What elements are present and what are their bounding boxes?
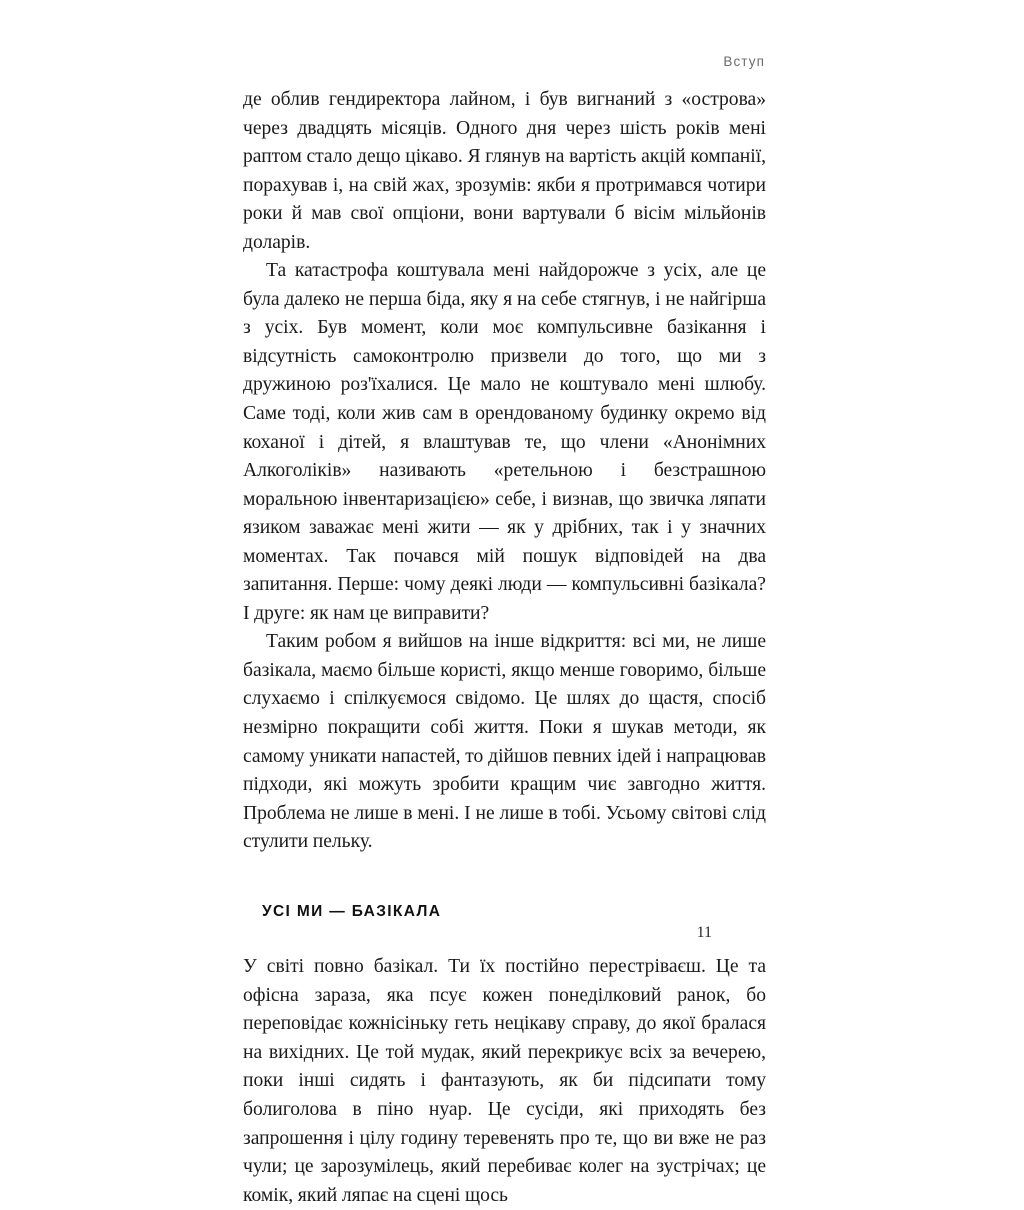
running-head: Вступ (723, 54, 765, 69)
paragraph-2: Та катастрофа коштувала мені найдорожче з усіх, але це була далеко не перша біда, яку я на себе стягнув, і не найгірша з усіх. Був момент, коли моє компульсивне базікання і відсутність самоконтролю призвели до того, що ми з дружиною роз'їхалися. Це мало не коштувало мені шлюбу. Саме тоді, коли жив сам в орендованому будинку окремо від коханої і дітей, я влаштував те, що члени «Анонімних Алкоголіків» називають «ретельною і безстрашною моральною інвентаризацією» себе, і визнав, що звичка ляпати язиком заважає мені жити — як у дрібних, так і у значних моментах. Так почався мій пошук відповідей на два запитання. Перше: чому деякі люди — компульсивні базікала? І друге: як нам це виправити? (243, 260, 766, 624)
paragraph-1: де облив гендиректора лайном, і був вигнаний з «острова» через двадцять місяців. Одного дня через шість років мені раптом стало дещо цікаво. Я глянув на вартість акцій компанії, порахував і, на свій жах, зрозумів: якби я протримався чотири роки й мав свої опціони, вони вартували б вісім мільйонів доларів. (243, 89, 766, 253)
section-heading: УСІ МИ — БАЗІКАЛА (262, 902, 442, 920)
text-column (243, 86, 766, 1210)
heading-spacer-top (243, 857, 766, 904)
paragraph-3: Таким робом я вийшов на інше відкриття: всі ми, не лише базікала, маємо більше користі, якщо менше говоримо, більше слухаємо і спілкуємося свідомо. Це шлях до щастя, спосіб незмірно покращити собі життя. Поки я шукав методи, як самому уникати напастей, то дійшов певних ідей і напрацював підходи, які можуть зробити кращим чиє завгодно життя. Проблема не лише в мені. І не лише в тобі. Усьому світові слід стулити пельку. (243, 631, 766, 853)
paragraph-4: У світі повно базікал. Ти їх постійно перестріваєш. Це та офісна зараза, яка псує кожен понеділковий ранок, бо переповідає кожнісіньку геть нецікаву справу, до якої бралася на вихідних. Це той мудак, який перекрикує всіх за вечерею, поки інші сидять і фантазують, як би підсипати тому болиголова в піно нуар. Це сусіди, які приходять без запрошення і цілу годину теревенять про те, що ви вже не раз чули; це зарозумілець, який перебиває колег на зустрічах; це комік, який ляпає на сцені щось (243, 956, 766, 1206)
page-number: 11 (696, 924, 712, 941)
